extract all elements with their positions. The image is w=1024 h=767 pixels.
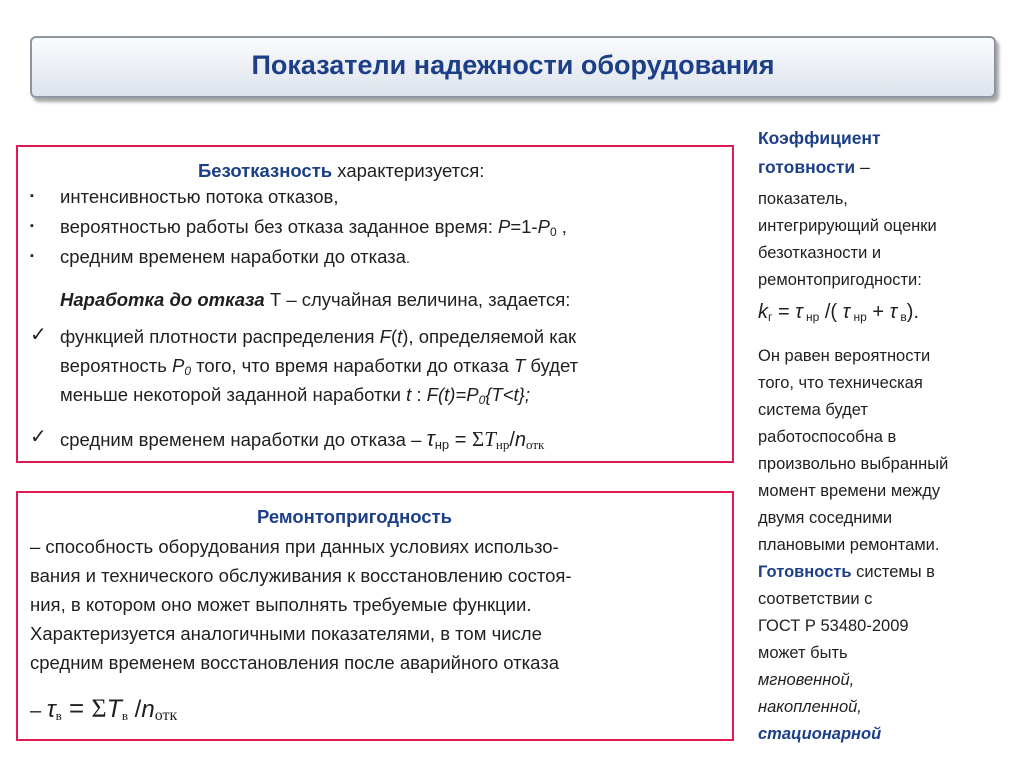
formula-tau: τ	[426, 426, 435, 451]
formula-p: P	[172, 355, 185, 376]
formula-p0: P	[537, 216, 550, 237]
formula-t: t	[397, 326, 403, 347]
formula-slash: /	[128, 696, 142, 723]
formula-f: F	[379, 326, 391, 347]
readiness-word: Готовность	[758, 563, 852, 581]
availability-text-10: момент времени между	[758, 482, 941, 500]
formula-tau2: τ	[842, 301, 851, 323]
checkmark-icon: ✓	[30, 324, 47, 346]
reliability-heading-suffix: характеризуется:	[332, 160, 485, 181]
type-instant: мгновенной,	[758, 671, 855, 689]
formula-tau-sub: нр	[434, 437, 450, 452]
availability-text-14: может быть	[758, 644, 848, 662]
availability-heading-line-2	[758, 157, 870, 177]
formula-k-sub: г	[768, 310, 773, 324]
check-1-after-f: , определяемой как	[408, 326, 577, 347]
formula-tau2-sub: нр	[850, 310, 867, 324]
formula-p: P	[498, 216, 511, 237]
availability-text-8: работоспособна в	[758, 428, 897, 446]
availability-text-6: того, что техническая	[758, 374, 923, 392]
formula-T: T	[513, 355, 526, 376]
availability-heading-line-1: Коэффициент	[758, 128, 881, 148]
formula-slash: /	[509, 429, 515, 451]
paren-open: (	[390, 326, 398, 347]
formula-n: n	[141, 696, 155, 723]
formula-ft-sub: 0	[478, 393, 486, 407]
square-bullet-icon: ▪	[30, 250, 34, 262]
check-2-text: средним временем наработки до отказа –	[60, 429, 427, 450]
readiness-rest: системы в	[851, 563, 935, 581]
mtbf-subheading: Наработка до отказа	[60, 289, 265, 310]
check-1-text-3: меньше некоторой заданной наработки	[60, 384, 407, 405]
availability-text-12: плановыми ремонтами.	[758, 536, 940, 554]
availability-text-5: Он равен вероятности	[758, 347, 931, 365]
formula-t-var: t	[406, 384, 412, 405]
formula-p-sub: 0	[184, 364, 192, 378]
maintainability-line-5: средним временем восстановления после аварийного отказа	[30, 652, 559, 673]
maintainability-line-3: ния, в котором оно может выполнять требуемые функции.	[30, 594, 532, 615]
mtbf-subheading-line	[60, 289, 570, 311]
availability-text-13: соответствии с	[758, 590, 873, 608]
reliability-bullet-1: интенсивностью потока отказов,	[60, 186, 339, 207]
formula-tau: τ	[46, 696, 56, 723]
availability-text-3: безотказности и	[758, 244, 882, 262]
formula-T-sub: нр	[495, 437, 510, 452]
check-1-text-2: вероятность	[60, 355, 172, 376]
reliability-heading: Безотказность	[198, 160, 333, 181]
check-1-line-3	[60, 384, 530, 411]
sigma-symbol: Σ	[471, 427, 485, 451]
formula-tau-sub: в	[55, 708, 62, 723]
formula-ft-tail: {T<t};	[485, 384, 530, 405]
availability-text-11: двумя соседними	[758, 509, 893, 527]
formula-plus: +	[866, 301, 890, 323]
reliability-heading-line	[198, 160, 484, 182]
formula-eq: =	[61, 693, 92, 723]
square-bullet-icon: ▪	[30, 190, 34, 202]
bullet-3-text: средним временем наработки до отказа	[60, 246, 406, 267]
check-1-after-p: того, что время наработки до отказа	[191, 355, 514, 376]
maintainability-line-1: – способность оборудования при данных условиях использо-	[30, 536, 559, 557]
formula-tail: ,	[556, 216, 567, 237]
availability-text-2: интегрирующий оценки	[758, 217, 937, 235]
check-2-line	[60, 428, 544, 456]
type-cumulative: накопленной,	[758, 698, 862, 716]
formula-end: ).	[906, 301, 919, 323]
maintainability-line-2: вания и технического обслуживания к восстановлению состоя-	[30, 565, 572, 586]
formula-tau1-sub: нр	[802, 310, 820, 324]
title-banner	[30, 36, 996, 98]
formula-eq: =1-	[510, 216, 538, 237]
formula-T: T	[106, 695, 122, 723]
bullet-3-tail: .	[405, 250, 410, 266]
formula-eq: =	[449, 429, 472, 451]
formula-tau3: τ	[889, 301, 898, 323]
formula-sub0: 0	[549, 225, 557, 239]
sigma-symbol: Σ	[91, 694, 107, 723]
maintainability-line-4: Характеризуется аналогичными показателями, в том числе	[30, 623, 542, 644]
slide-title: Показатели надежности оборудования	[251, 50, 775, 80]
paren-close: )	[402, 326, 409, 347]
formula-T-sub: в	[121, 708, 129, 723]
mtbf-subheading-suffix: Т – случайная величина, задается:	[264, 289, 571, 310]
availability-formula	[758, 299, 919, 330]
availability-heading-dash: –	[855, 157, 870, 177]
maintainability-heading: Ремонтопригодность	[257, 506, 453, 527]
reliability-bullet-2	[60, 216, 567, 243]
formula-k: k	[758, 301, 768, 323]
reliability-bullet-3	[60, 246, 410, 269]
formula-tau1: τ	[795, 301, 803, 323]
availability-heading-word: готовности	[758, 157, 856, 177]
formula-T: T	[484, 427, 496, 451]
formula-n-sub: отк	[526, 437, 545, 452]
formula-tau3-sub: в	[897, 310, 907, 324]
availability-text-1: показатель,	[758, 190, 848, 208]
square-bullet-icon: ▪	[30, 220, 34, 232]
readiness-line	[758, 562, 935, 582]
availability-text-4: ремонтопригодности:	[758, 271, 922, 289]
check-1-line-2	[60, 355, 578, 382]
bullet-2-text: вероятностью работы без отказа заданное время:	[60, 216, 498, 237]
formula-dash: –	[30, 700, 47, 722]
check-1-text-1: функцией плотности распределения	[60, 326, 380, 347]
gost-reference: ГОСТ Р 53480-2009	[758, 617, 909, 635]
formula-eq: =	[772, 301, 796, 323]
formula-n: n	[514, 429, 527, 451]
type-stationary: стационарной	[758, 725, 882, 743]
formula-ft: F(t)=P	[426, 384, 479, 405]
check-1-line-1	[60, 326, 576, 348]
formula-mid: /(	[819, 301, 843, 323]
checkmark-icon: ✓	[30, 426, 47, 448]
availability-text-7: система будет	[758, 401, 868, 419]
formula-colon: :	[411, 384, 427, 405]
maintainability-formula	[30, 693, 177, 731]
formula-n-sub: отк	[154, 707, 178, 724]
check-1-after-T: будет	[525, 355, 579, 376]
availability-text-9: произвольно выбранный	[758, 455, 949, 473]
